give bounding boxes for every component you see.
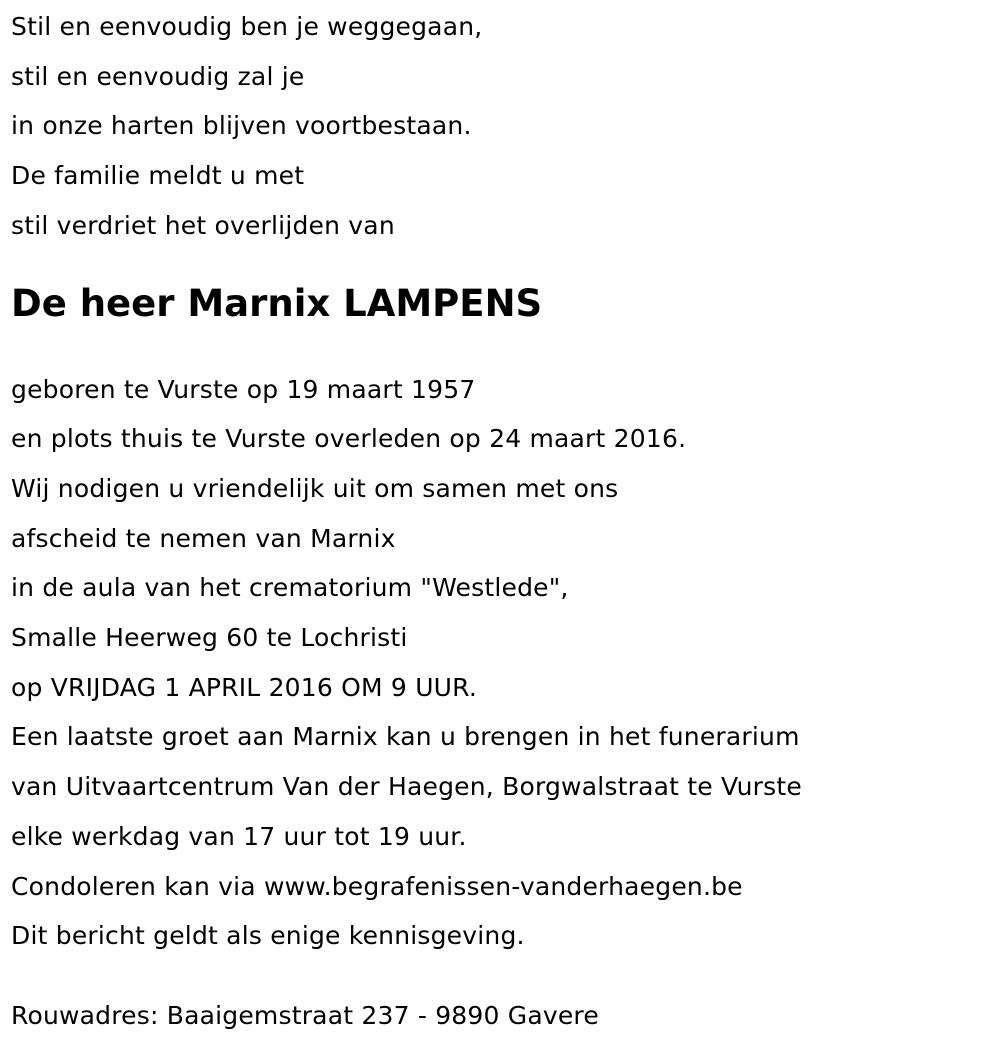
body-line: elke werkdag van 17 uur tot 19 uur. — [11, 821, 467, 851]
body-line: geboren te Vurste op 19 maart 1957 — [11, 374, 476, 404]
intro-line: De familie meldt u met — [11, 161, 305, 191]
deceased-name: De heer Marnix LAMPENS — [11, 281, 543, 325]
body-line: Een laatste groet aan Marnix kan u brengen in het funerarium — [11, 722, 800, 752]
body-line: op VRIJDAG 1 APRIL 2016 OM 9 UUR. — [11, 672, 478, 702]
intro-line: stil verdriet het overlijden van — [11, 210, 395, 240]
intro-line: Stil en eenvoudig ben je weggegaan, — [11, 12, 483, 41]
body-line: Wij nodigen u vriendelijk uit om samen met ons — [11, 473, 619, 503]
intro-line: stil en eenvoudig zal je — [11, 61, 305, 91]
body-line: en plots thuis te Vurste overleden op 24 maart 2016. — [11, 424, 687, 454]
intro-verse — [11, 2, 991, 251]
condolence-website: Condoleren kan via www.begrafenissen-vanderhaegen.be — [11, 871, 743, 901]
death-notice — [11, 0, 991, 1041]
body-line: Smalle Heerweg 60 te Lochristi — [11, 623, 408, 653]
body-line: in de aula van het crematorium "Westlede", — [11, 573, 569, 603]
body-line: Dit bericht geldt als enige kennisgeving. — [11, 921, 525, 951]
body-line: afscheid te nemen van Marnix — [11, 523, 396, 553]
intro-line: in onze harten blijven voortbestaan. — [11, 111, 472, 141]
mourning-address: Rouwadres: Baaigemstraat 237 - 9890 Gavere — [11, 1000, 599, 1030]
body-line: van Uitvaartcentrum Van der Haegen, Borgwalstraat te Vurste — [11, 772, 802, 802]
notice-body — [11, 365, 991, 961]
